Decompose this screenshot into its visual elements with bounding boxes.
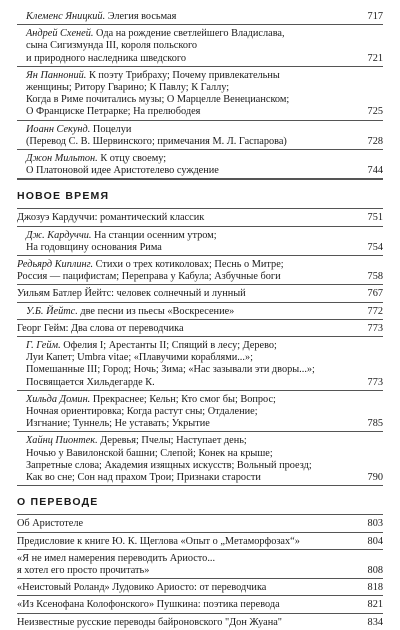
- toc-entry[interactable]: [17, 320, 383, 337]
- toc-group-translation: [17, 515, 383, 629]
- toc-entry-line: [17, 553, 359, 565]
- toc-entry-line: [26, 460, 359, 472]
- toc-entry-title: [17, 288, 365, 300]
- entry-text: Помешанные III; Город; Ночь; Зима; «Нас зазывали эти дворы...»;: [26, 364, 315, 376]
- toc-entry-title: [17, 599, 365, 611]
- entry-text: «Я не имел намерения переводить Ариосто...: [17, 552, 216, 564]
- toc-entry-line: [26, 406, 359, 418]
- entry-text: Ночью у Вавилонской башни; Слепой; Конек на крыше;: [26, 447, 273, 459]
- page-number: 790: [367, 472, 383, 484]
- toc-entry-title: [17, 518, 365, 530]
- section-heading-translation: О ПЕРЕВОДЕ: [17, 486, 383, 515]
- toc-entry-line: [26, 11, 359, 23]
- toc-group-new-time: [17, 209, 383, 486]
- entry-text: «Неистовый Роланд» Лудовико Ариосто: от переводчика: [17, 582, 267, 594]
- page-number: 803: [367, 518, 383, 530]
- toc-entry-line: [17, 259, 359, 271]
- page-number: 808: [367, 564, 383, 576]
- page-number: 754: [367, 241, 383, 253]
- toc-entry[interactable]: [17, 67, 383, 121]
- entry-text: Ночная ориентировка; Когда растут сны; Отдаление;: [26, 406, 258, 418]
- entry-text: Элегия восьмая: [105, 11, 177, 22]
- entry-text: О Франциске Петрарке; На прелюбодея: [26, 106, 201, 118]
- toc-entry[interactable]: [17, 256, 383, 285]
- toc-entry-line: [17, 288, 359, 300]
- page-number: 717: [367, 11, 383, 22]
- entry-text: сына Сигизмунда III, короля польского: [26, 40, 198, 52]
- toc-entry-line: [26, 377, 359, 389]
- page-number: 751: [367, 212, 383, 224]
- toc-entry-line: [17, 323, 359, 335]
- toc-entry-title: [17, 553, 365, 577]
- toc-entry-line: [26, 448, 359, 460]
- toc-entry-line: [26, 40, 359, 52]
- toc-entry-title: [26, 28, 365, 65]
- page-number: 772: [367, 305, 383, 317]
- toc-entry-line: [26, 82, 359, 94]
- entry-text: Об Аристотеле: [17, 518, 84, 530]
- toc-entry-title: [26, 70, 365, 119]
- toc-entry-line: [26, 136, 359, 148]
- toc-entry-line: [26, 340, 359, 352]
- toc-group-top: [17, 8, 383, 179]
- toc-entry-line: [26, 153, 359, 165]
- toc-entry[interactable]: [17, 150, 383, 179]
- toc-entry[interactable]: [17, 550, 383, 579]
- toc-entry-line: [26, 28, 359, 40]
- toc-entry[interactable]: [17, 8, 383, 25]
- page-number: 744: [367, 165, 383, 177]
- toc-entry-title: [26, 153, 365, 177]
- entry-text: К поэту Трибраху; Почему привлекательны: [86, 69, 280, 81]
- toc-entry-line: [17, 212, 359, 224]
- toc-entry[interactable]: [17, 209, 383, 226]
- entry-text: Изгнание; Туннель; Не уставать; Укрытие: [26, 418, 210, 430]
- toc-entry[interactable]: [17, 285, 383, 302]
- entry-text: (Перевод С. В. Шервинского; примечания М. Л. Гаспарова): [26, 135, 287, 147]
- page-number: 767: [367, 288, 383, 300]
- entry-text: Стихи о трех котиколовах; Песнь о Митре;: [93, 259, 284, 271]
- author-name: Ян Панноний.: [26, 69, 87, 81]
- toc-entry-line: [26, 53, 359, 65]
- entry-text: две песни из пьесы «Воскресение»: [77, 305, 235, 317]
- toc-entry-line: [17, 617, 359, 629]
- toc-entry[interactable]: [17, 533, 383, 550]
- toc-entry[interactable]: [17, 303, 383, 320]
- author-name: Г. Гейм.: [26, 340, 61, 352]
- author-name: Хайнц Пионтек.: [26, 435, 98, 447]
- author-name: Редьярд Киплинг.: [17, 259, 94, 271]
- toc-entry-title: [17, 212, 365, 224]
- author-name: У.Б. Йейтс.: [26, 305, 78, 317]
- table-of-contents: [17, 8, 383, 630]
- entry-text: Запретные слова; Академия изящных искусств; Вольный проезд;: [26, 459, 312, 471]
- author-name: Клеменс Яницкий.: [26, 11, 106, 22]
- toc-entry-title: [17, 259, 365, 283]
- toc-entry-line: [26, 472, 359, 484]
- toc-entry-title: [26, 394, 365, 431]
- toc-entry[interactable]: [17, 337, 383, 391]
- toc-entry-line: [17, 536, 359, 548]
- entry-text: На годовщину основания Рима: [26, 241, 162, 253]
- toc-entry-line: [26, 242, 359, 254]
- toc-entry-line: [17, 582, 359, 594]
- page-number: 758: [367, 271, 383, 283]
- entry-text: Посвящается Хильдегарде К.: [26, 376, 155, 388]
- author-name: Джон Мильтон.: [26, 153, 98, 165]
- toc-entry-title: [26, 435, 365, 484]
- toc-entry-line: [26, 306, 359, 318]
- toc-entry[interactable]: [17, 227, 383, 256]
- toc-entry[interactable]: [17, 579, 383, 596]
- entry-text: На станции осенним утром;: [91, 229, 217, 241]
- toc-entry[interactable]: [17, 121, 383, 150]
- entry-text: и природного наследника шведского: [26, 52, 187, 64]
- author-name: Иоанн Секунд.: [26, 123, 91, 135]
- toc-entry-line: [26, 94, 359, 106]
- toc-entry[interactable]: [17, 391, 383, 433]
- page-number: 773: [367, 376, 383, 388]
- toc-entry-line: [26, 230, 359, 242]
- page-number: 725: [367, 106, 383, 118]
- entry-text: Неизвестные русские переводы байроновского "Дон Жуана": [17, 616, 283, 628]
- toc-entry-title: [26, 124, 365, 148]
- toc-entry-line: [26, 364, 359, 376]
- toc-entry-line: [26, 418, 359, 430]
- page-number: 818: [367, 582, 383, 594]
- entry-text: Георг Гейм: Два слова от переводчика: [17, 322, 184, 334]
- entry-text: «Из Ксенофана Колофонского» Пушкина: поэтика перевода: [17, 599, 280, 611]
- toc-entry[interactable]: [17, 515, 383, 532]
- entry-text: Луи Капет; Umbra vitae; «Плавучими кораблями...»;: [26, 352, 253, 364]
- entry-text: К отцу своему;: [97, 153, 167, 165]
- entry-text: Предисловие к книге Ю. К. Щеглова «Опыт о „Метаморфозах“»: [17, 535, 300, 547]
- toc-entry-title: [17, 536, 365, 548]
- toc-entry-line: [26, 70, 359, 82]
- toc-entry-title: [17, 582, 365, 594]
- toc-entry-line: [26, 124, 359, 136]
- toc-entry-title: [26, 230, 365, 254]
- toc-entry-line: [17, 599, 359, 611]
- toc-entry-title: [26, 340, 365, 389]
- toc-entry-line: [17, 518, 359, 530]
- page-number: 804: [367, 535, 383, 547]
- toc-entry[interactable]: [17, 25, 383, 67]
- toc-entry-line: [26, 394, 359, 406]
- author-name: Андрей Схеней.: [26, 28, 94, 40]
- toc-entry-title: [26, 11, 365, 23]
- entry-text: Джозуэ Кардуччи: романтический классик: [17, 212, 205, 224]
- page-number: 728: [367, 135, 383, 147]
- page-number: 821: [367, 599, 383, 611]
- toc-entry[interactable]: [17, 596, 383, 613]
- entry-text: Поцелуи: [90, 123, 132, 135]
- entry-text: женщины; Ритору Гварино; К Павлу; К Галлу;: [26, 82, 230, 94]
- entry-text: Когда в Риме почитались музы; О Марцелле Венецианском;: [26, 94, 290, 106]
- toc-entry-title: [26, 306, 365, 318]
- entry-text: О Платоновой идее Аристотелево суждение: [26, 165, 219, 177]
- entry-text: Уильям Батлер Йейтс: человек солнечный и лунный: [17, 288, 246, 300]
- page-number: 785: [367, 418, 383, 430]
- toc-entry-title: [17, 617, 365, 629]
- entry-text: я хотел его просто прочитать»: [17, 564, 150, 576]
- page-number: 834: [367, 616, 383, 628]
- entry-text: Офелия I; Арестанты II; Спящий в лесу; Дерево;: [60, 340, 277, 352]
- toc-entry-line: [26, 106, 359, 118]
- entry-text: Как во сне; Сон над прахом Трои; Признаки старости: [26, 472, 261, 484]
- author-name: Дж. Кардуччи.: [26, 229, 92, 241]
- toc-entry-title: [17, 323, 365, 335]
- entry-text: Прекраснее; Кельн; Кто смог бы; Вопрос;: [90, 393, 276, 405]
- toc-entry-line: [17, 565, 359, 577]
- toc-entry-line: [26, 435, 359, 447]
- page-number: 773: [367, 322, 383, 334]
- section-heading-new-time: НОВОЕ ВРЕМЯ: [17, 179, 383, 209]
- toc-entry-line: [17, 271, 359, 283]
- page-number: 721: [367, 52, 383, 64]
- author-name: Хильда Домин.: [26, 393, 91, 405]
- entry-text: Деревья; Пчелы; Наступает день;: [97, 435, 247, 447]
- toc-entry[interactable]: [17, 432, 383, 486]
- entry-text: Ода на рождение светлейшего Владислава,: [93, 28, 285, 40]
- toc-entry-line: [26, 165, 359, 177]
- toc-entry-line: [26, 352, 359, 364]
- entry-text: Россия — пацифистам; Переправа у Кабула; Азбучные боги: [17, 271, 281, 283]
